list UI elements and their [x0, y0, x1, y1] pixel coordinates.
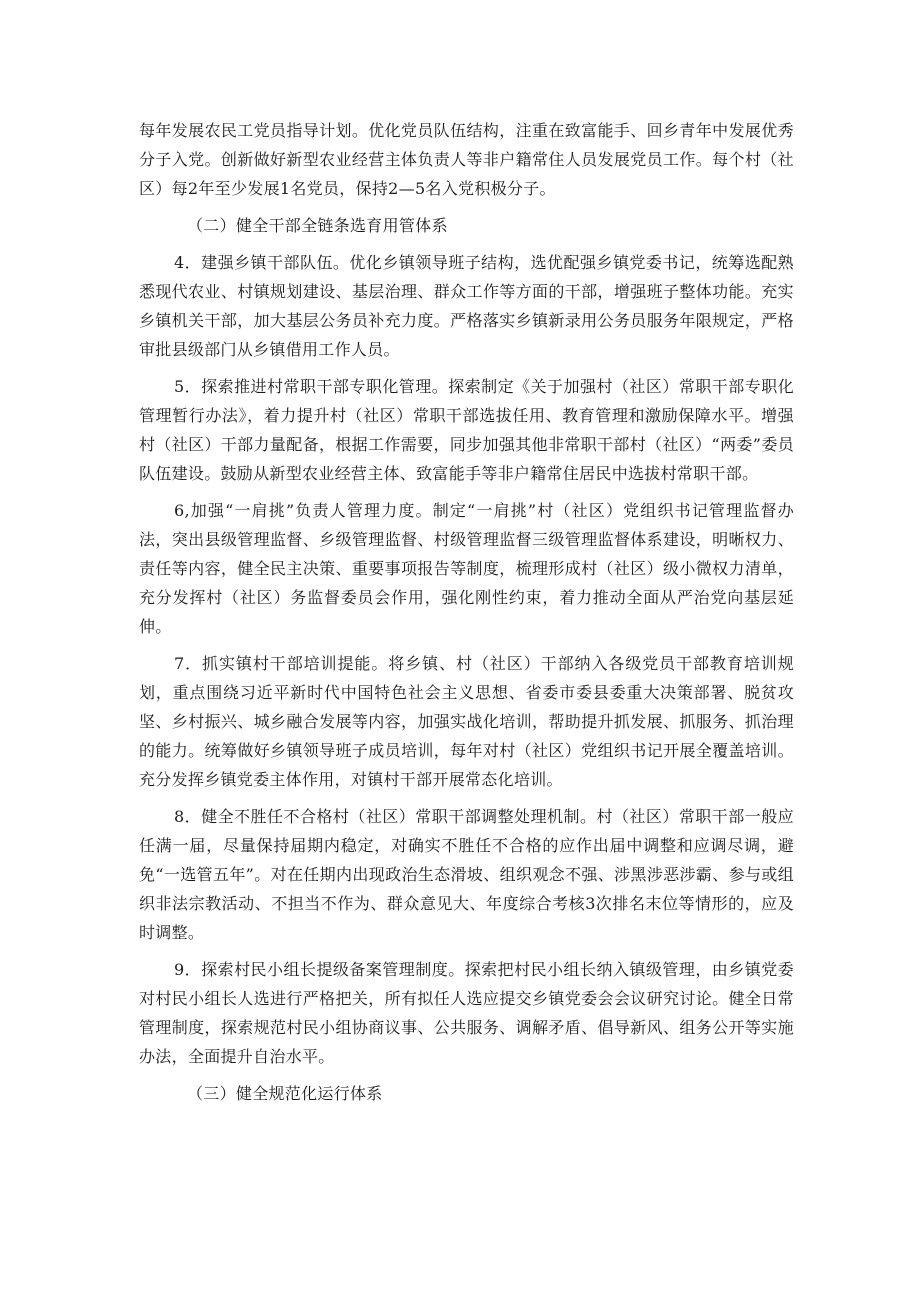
section-heading-operation-system: （三）健全规范化运行体系: [187, 1084, 383, 1103]
paragraph-item-9: 9．探索村民小组长提级备案管理制度。探索把村民小组长纳入镇级管理，由乡镇党委对村民小组长人选进行严格把关，所有拟任人选应提交乡镇党委会会议研究讨论。健全日常管理制度，探索规范村民小组协商议事、公共服务、调解矛盾、倡导新风、组务公开等实施办法，全面提升自治水平。: [139, 960, 794, 1066]
paragraph-item-6: 6,加强“一肩挑”负责人管理力度。制定“一肩挑”村（社区）党组织书记管理监督办法，突出县级管理监督、乡级管理监督、村级管理监督三级管理监督体系建设，明晰权力、责任等内容，健全民主决策、重要事项报告等制度，梳理形成村（社区）级小微权力清单，充分发挥村（社区）务监督委员会作用，强化刚性约束，着力推动全面从严治党向基层延伸。: [139, 501, 794, 636]
section-heading-cadre-system: （二）健全干部全链条选育用管体系: [187, 216, 448, 235]
paragraph-party-member-development: 每年发展农民工党员指导计划。优化党员队伍结构，注重在致富能手、回乡青年中发展优秀分子入党。创新做好新型农业经营主体负责人等非户籍常住人员发展党员工作。每个村（社区）每2年至少发展1名党员，保持2—5名入党积极分子。: [139, 121, 794, 198]
document-body: [139, 116, 794, 1116]
paragraph-item-7: 7．抓实镇村干部培训提能。将乡镇、村（社区）干部纳入各级党员干部教育培训规划，重点围绕习近平新时代中国特色社会主义思想、省委市委县委重大决策部署、脱贫攻坚、乡村振兴、城乡融合发展等内容，加强实战化培训，帮助提升抓发展、抓服务、抓治理的能力。统筹做好乡镇领导班子成员培训，每年对村（社区）党组织书记开展全覆盖培训。充分发挥乡镇党委主体作用，对镇村干部开展常态化培训。: [139, 654, 794, 789]
paragraph-item-8: 8．健全不胜任不合格村（社区）常职干部调整处理机制。村（社区）常职干部一般应任满一届，尽量保持届期内稳定，对确实不胜任不合格的应作出届中调整和应调尽调，避免“一选管五年”。对在任期内出现政治生态滑坡、组织观念不强、涉黑涉恶涉霸、参与或组织非法宗教活动、不担当不作为、群众意见大、年度综合考核3次排名末位等情形的，应及时调整。: [139, 807, 794, 942]
paragraph-item-4: 4．建强乡镇干部队伍。优化乡镇领导班子结构，选优配强乡镇党委书记，统筹选配熟悉现代农业、村镇规划建设、基层治理、群众工作等方面的干部，增强班子整体功能。充实乡镇机关干部，加大基层公务员补充力度。严格落实乡镇新录用公务员服务年限规定，严格审批县级部门从乡镇借用工作人员。: [139, 253, 794, 359]
paragraph-item-5: 5．探索推进村常职干部专职化管理。探索制定《关于加强村（社区）常职干部专职化管理暂行办法》，着力提升村（社区）常职干部选拔任用、教育管理和激励保障水平。增强村（社区）干部力量配备，根据工作需要，同步加强其他非常职干部村（社区）“两委”委员队伍建设。鼓励从新型农业经营主体、致富能手等非户籍常住居民中选拔村常职干部。: [139, 377, 794, 483]
